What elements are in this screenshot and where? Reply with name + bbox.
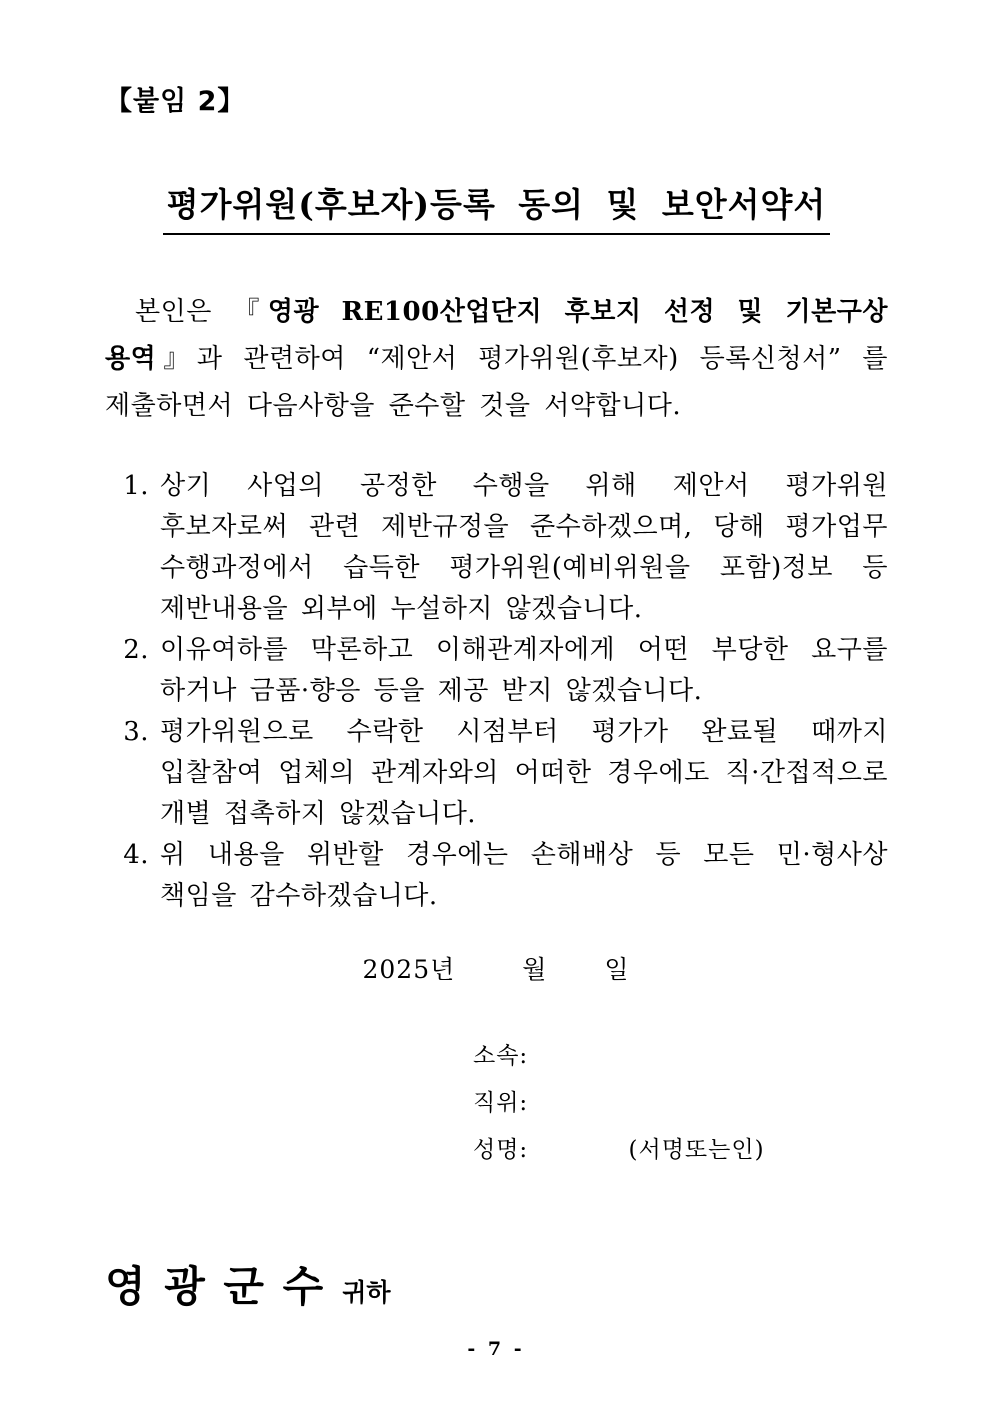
- pledge-text: 평가위원으로 수락한 시점부터 평가가 완료될 때까지 입찰참여 업체의 관계자와의 어떠한 경우에도 직·간접적으로 개별 접촉하지 않겠습니다.: [160, 717, 888, 829]
- pledge-item-4: [113, 835, 888, 917]
- affiliation-row: [473, 1033, 765, 1080]
- name-label: 성명:: [473, 1137, 529, 1163]
- date-day: 일: [604, 955, 630, 984]
- signature-block: [473, 1033, 765, 1174]
- date-line: [0, 950, 992, 986]
- pledge-number: 2.: [123, 635, 149, 665]
- intro-prefix: 본인은: [135, 297, 234, 327]
- pledge-number: 1.: [123, 471, 149, 501]
- intro-paragraph: [105, 289, 888, 430]
- pledge-list: [105, 466, 888, 917]
- pledge-text: 이유여하를 막론하고 이해관계자에게 어떤 부당한 요구를 하거나 금품·향응 등을 제공 받지 않겠습니다.: [160, 635, 888, 706]
- name-row: [473, 1127, 765, 1174]
- date-month: 월: [522, 955, 548, 984]
- addressee-honorific: 귀하: [342, 1278, 391, 1307]
- date-year: 2025년: [362, 955, 456, 984]
- page-number: - 7 -: [467, 1338, 525, 1360]
- pledge-item-1: [113, 466, 888, 630]
- position-row: [473, 1080, 765, 1127]
- sign-or-seal-note: (서명또는인): [628, 1137, 765, 1163]
- pledge-number: 4.: [123, 840, 149, 870]
- position-label: 직위:: [473, 1090, 529, 1116]
- affiliation-label: 소속:: [473, 1043, 529, 1069]
- addressee-name: 영 광 군 수: [105, 1262, 326, 1311]
- attachment-label: 【붙임 2】: [105, 86, 246, 117]
- document-title-wrap: [105, 179, 888, 235]
- document-title: 평가위원(후보자)등록 동의 및 보안서약서: [163, 179, 831, 235]
- pledge-text: 상기 사업의 공정한 수행을 위해 제안서 평가위원 후보자로써 관련 제반규정을 준수하겠으며, 당해 평가업무 수행과정에서 습득한 평가위원(예비위원을 포함)정보 등 제반내용을 외부에 누설하지 않겠습니다.: [160, 471, 888, 624]
- intro-bracket-open: 『: [233, 297, 268, 327]
- pledge-number: 3.: [123, 717, 149, 747]
- pledge-item-2: [113, 630, 888, 712]
- project-name: 영광 RE100산업단지 후보지 선정 및 기본구상 용역: [105, 297, 888, 374]
- pledge-text: 위 내용을 위반할 경우에는 손해배상 등 모든 민·형사상 책임을 감수하겠습니다.: [160, 840, 888, 911]
- intro-suffix: 과 관련하여 “제안서 평가위원(후보자) 등록신청서” 를 제출하면서 다음사항을 준수할 것을 서약합니다.: [105, 344, 888, 421]
- addressee-line: [105, 1254, 391, 1314]
- intro-bracket-close: 』: [156, 344, 197, 374]
- pledge-item-3: [113, 712, 888, 835]
